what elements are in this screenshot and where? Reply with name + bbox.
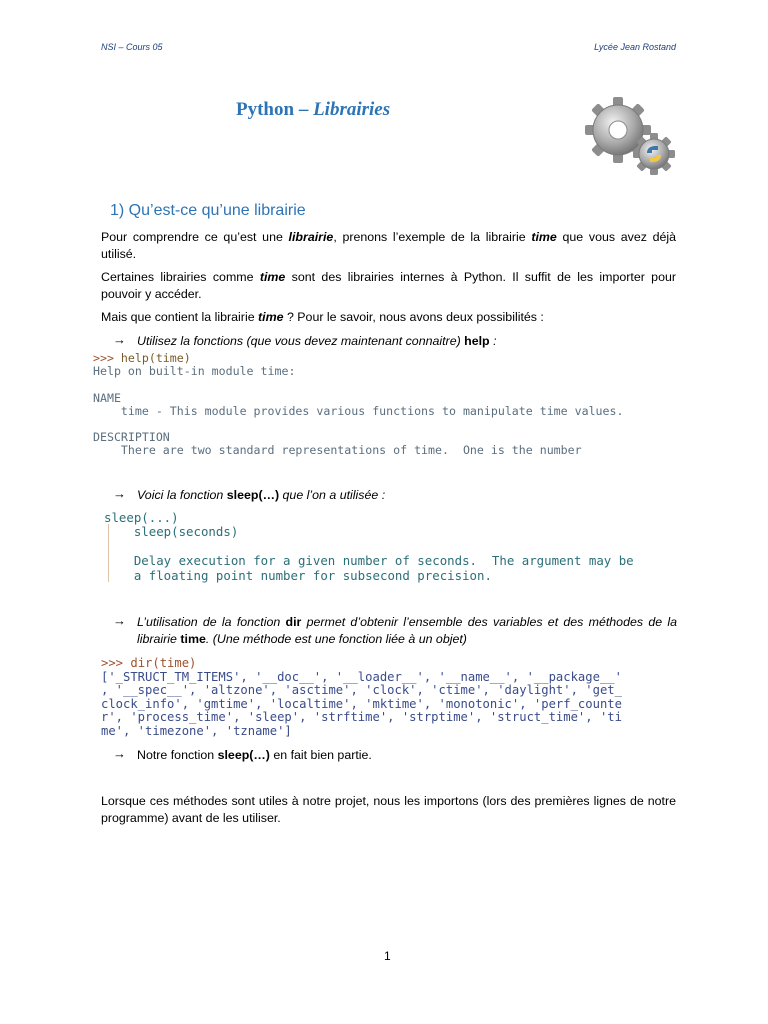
section-heading: 1) Qu’est-ce qu’une librairie	[110, 202, 306, 219]
bullet-sleep-part: Notre fonction sleep(…) en fait bien partie.	[137, 748, 372, 762]
paragraph-internal-libs: Certaines librairies comme time sont des librairies internes à Python. Il suffit de les importer pour pouvoir y accéder.	[101, 270, 676, 301]
page-title	[236, 99, 390, 121]
arrow-bullet-icon: →	[113, 486, 126, 501]
header-school-label: Lycée Jean Rostand	[594, 42, 676, 52]
arrow-bullet-icon: →	[113, 332, 126, 347]
code-sleep-block: sleep(...) sleep(seconds) Delay execution for a given number of seconds. The argument may be a floating point number for subsecond precision.	[104, 510, 634, 583]
paragraph-intro: Pour comprendre ce qu’est une librairie, prenons l’exemple de la librairie time que vous avez déjà utilisé.	[101, 230, 677, 261]
code-help-block: >>> help(time) Help on built-in module time: NAME time - This module provides various functions to manipulate time values. DESCRIPTION There are two standard representations of time. One is the number	[93, 351, 624, 458]
arrow-bullet-icon: →	[113, 746, 126, 761]
code-dir-block: >>> dir(time) ['_STRUCT_TM_ITEMS', '__doc__', '__loader__', '__name__', '__package__' , '__spec__', 'altzone', 'asctime', 'clock', 'ctime', 'daylight', 'get_ clock_info', 'gmtime', 'localtime', 'mktime', 'monotonic', 'perf_counte r', 'process_time', 'sleep', 'strftime', 'strptime', 'struct_time', 'ti me', 'timezone', 'tzname']	[101, 656, 622, 738]
title-part1: Python –	[236, 99, 314, 120]
header-course-label: NSI – Cours 05	[101, 42, 163, 52]
bullet-help: Utilisez la fonctions (que vous devez maintenant connaitre) help :	[137, 334, 497, 348]
paragraph-conclusion: Lorsque ces méthodes sont utiles à notre projet, nous les importons (lors des premières lignes de notre programme) avant de les utiliser.	[101, 794, 676, 825]
gears-python-logo	[582, 94, 678, 178]
title-part2: Librairies	[313, 99, 391, 120]
paragraph-question: Mais que contient la librairie time ? Pour le savoir, nous avons deux possibilités :	[101, 310, 544, 324]
bullet-dir: L’utilisation de la fonction dir permet d’obtenir l’ensemble des variables et des méthodes de la librairie time. (Une méthode est une fonction liée à un objet)	[137, 615, 678, 646]
arrow-bullet-icon: →	[113, 613, 126, 628]
page-number: 1	[384, 949, 391, 963]
gears-icon	[582, 94, 678, 178]
bullet-sleep: Voici la fonction sleep(…) que l’on a utilisée :	[137, 488, 386, 502]
